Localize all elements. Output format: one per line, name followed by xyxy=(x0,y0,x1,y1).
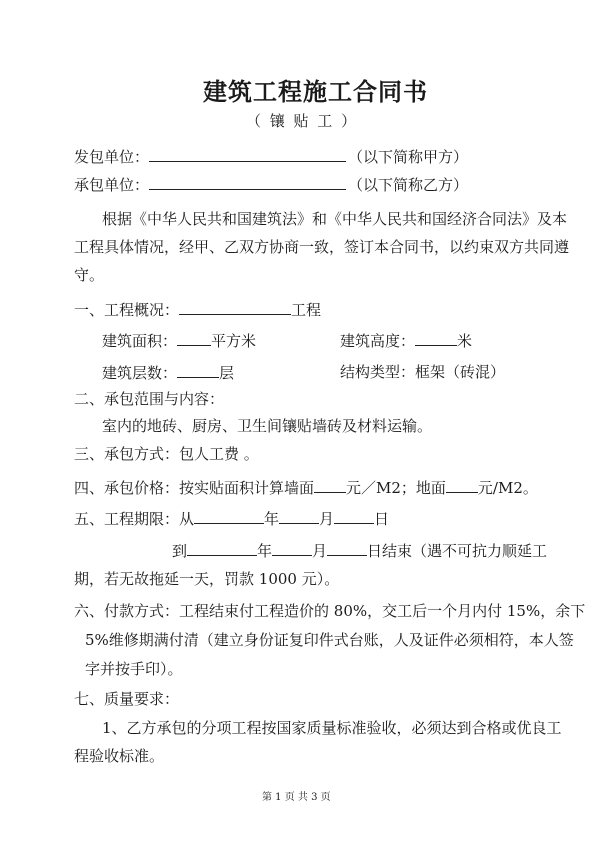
party-b-row xyxy=(74,174,468,195)
party-a-blank[interactable] xyxy=(149,146,346,162)
end-day-label: 日结束（遇不可抗力顺延工 xyxy=(367,542,548,560)
party-b-note: （以下简称乙方） xyxy=(348,176,469,194)
section-5-to-label: 到 xyxy=(172,542,188,560)
section-5-line-3: 期，若无故拖延一天，罚款 1000 元）。 xyxy=(74,570,340,588)
section-4-unit-1: 元／M2；地面 xyxy=(346,479,446,497)
end-month-label: 月 xyxy=(312,542,328,560)
page-footer: 第 1 页 共 3 页 xyxy=(262,792,331,803)
building-height-blank[interactable] xyxy=(415,330,457,346)
document-title: 建筑工程施工合同书 xyxy=(203,77,428,106)
intro-line-3: 守。 xyxy=(74,266,105,284)
start-year-label: 年 xyxy=(264,510,280,528)
section-4-unit-2: 元/M2。 xyxy=(477,479,538,497)
building-area-row xyxy=(102,330,256,351)
building-area-label: 建筑面积： xyxy=(102,332,178,350)
start-month-blank[interactable] xyxy=(279,508,319,524)
building-height-unit: 米 xyxy=(457,332,473,350)
document-subtitle: （ 镶 贴 工 ） xyxy=(246,112,359,130)
party-b-label: 承包单位： xyxy=(74,176,150,194)
end-year-label: 年 xyxy=(257,542,273,560)
start-day-blank[interactable] xyxy=(334,508,374,524)
section-1-heading: 一、工程概况： xyxy=(74,301,180,319)
building-floors-blank[interactable] xyxy=(177,362,219,378)
party-a-label: 发包单位： xyxy=(74,148,150,166)
intro-line-1: 根据《中华人民共和国建筑法》和《中华人民共和国经济合同法》及本 xyxy=(102,210,568,228)
end-month-blank[interactable] xyxy=(272,540,312,556)
section-2-content: 室内的地砖、厨房、卫生间镶贴墙砖及材料运输。 xyxy=(102,417,433,435)
building-floors-label: 建筑层数： xyxy=(102,364,178,382)
section-7-heading: 七、质量要求： xyxy=(74,690,180,708)
start-day-label: 日 xyxy=(374,510,390,528)
end-year-blank[interactable] xyxy=(187,540,257,556)
section-5-heading: 五、工程期限：从 xyxy=(74,510,195,528)
end-day-blank[interactable] xyxy=(327,540,367,556)
floor-price-blank[interactable] xyxy=(446,477,478,493)
intro-line-2: 工程具体情况，经甲、乙双方协商一致，签订本合同书，以约束双方共同遵 xyxy=(74,238,570,256)
section-1-heading-row xyxy=(74,299,321,320)
section-4-row xyxy=(74,477,538,498)
party-b-blank[interactable] xyxy=(149,174,346,190)
structure-type: 结构类型：框架（砖混） xyxy=(340,363,506,381)
project-suffix: 工程 xyxy=(291,301,322,319)
section-5-from-row xyxy=(74,508,389,529)
start-month-label: 月 xyxy=(319,510,335,528)
building-floors-row xyxy=(102,362,234,383)
section-3: 三、承包方式：包人工费 。 xyxy=(74,445,259,463)
section-4-prefix: 四、承包价格：按实贴面积计算墙面 xyxy=(74,479,315,497)
section-7-item-1-line-2: 程验收标准。 xyxy=(74,747,165,765)
building-area-blank[interactable] xyxy=(177,330,211,346)
building-height-label: 建筑高度： xyxy=(340,332,416,350)
party-a-note: （以下简称甲方） xyxy=(348,148,469,166)
section-2-heading: 二、承包范围与内容： xyxy=(74,390,225,408)
wall-price-blank[interactable] xyxy=(314,477,346,493)
section-6-line-2: 5%维修期满付清（建立身份证复印件式台账，人及证件必须相符，本人签 xyxy=(85,631,574,649)
building-height-row xyxy=(340,330,472,351)
building-area-unit: 平方米 xyxy=(211,332,257,350)
start-year-blank[interactable] xyxy=(194,508,264,524)
section-7-item-1-line-1: 1、乙方承包的分项工程按国家质量标准验收，必须达到合格或优良工 xyxy=(102,719,562,737)
project-name-blank[interactable] xyxy=(179,299,291,315)
party-a-row xyxy=(74,146,468,167)
section-5-to-row xyxy=(172,540,547,561)
building-floors-unit: 层 xyxy=(219,364,235,382)
section-6-line-3: 字并按手印）。 xyxy=(85,660,183,678)
section-6-line-1: 六、付款方式：工程结束付工程造价的 80%，交工后一个月内付 15%，余下 xyxy=(74,602,586,620)
